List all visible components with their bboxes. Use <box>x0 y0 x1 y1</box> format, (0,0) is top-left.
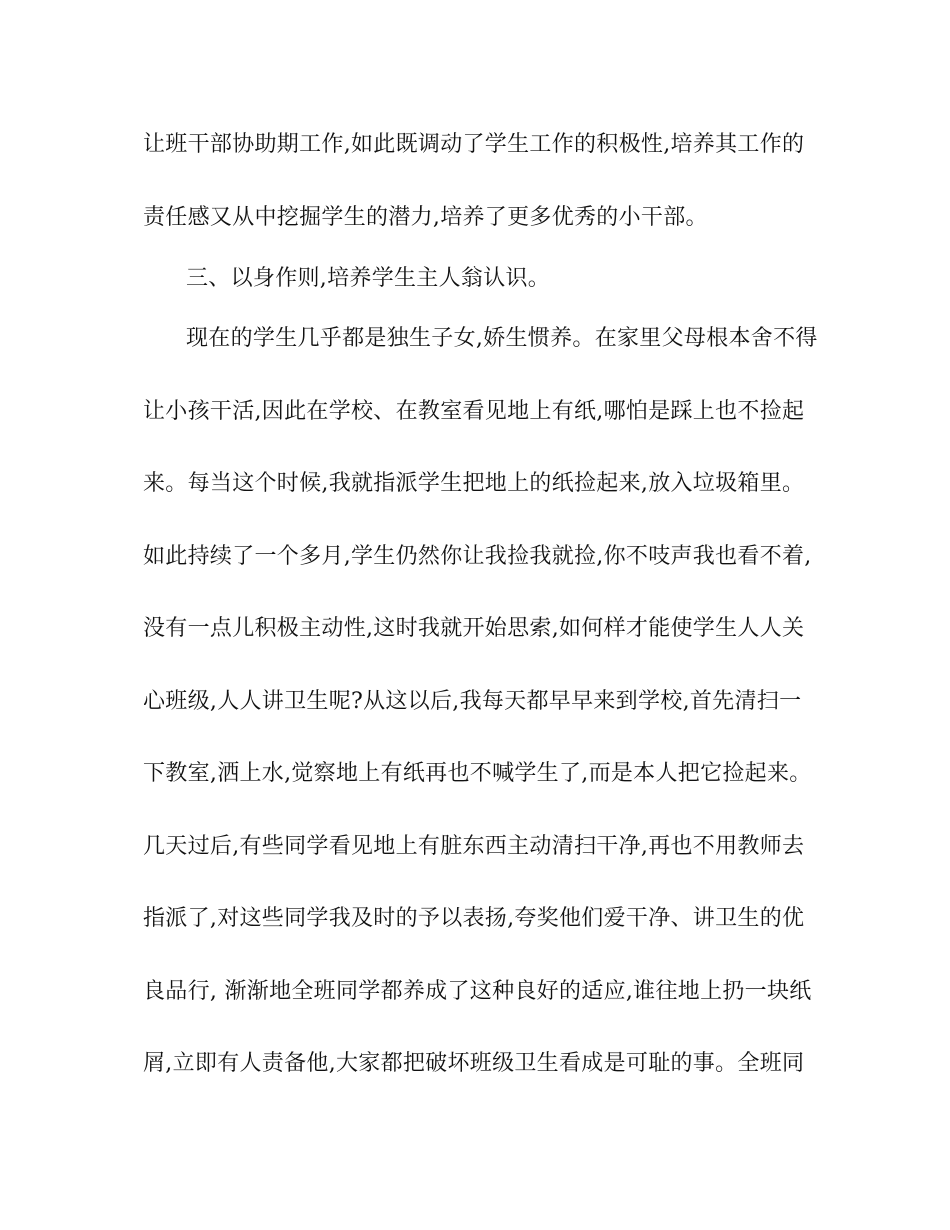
text-line: 屑,立即有人责备他,大家都把破坏班级卫生看成是可耻的事。全班同 <box>143 1051 805 1076</box>
text-line: 下教室,洒上水,觉察地上有纸再也不喊学生了,而是本人把它捡起来。 <box>143 761 812 786</box>
text-line: 如此持续了一个多月,学生仍然你让我捡我就捡,你不吱声我也看不着, <box>143 544 812 569</box>
text-line: 来。每当这个时候,我就指派学生把地上的纸捡起来,放入垃圾箱里。 <box>143 471 805 496</box>
text-line: 心班级,人人讲卫生呢?从这以后,我每天都早早来到学校,首先清扫一 <box>143 689 802 714</box>
paragraph-first-line: 现在的学生几乎都是独生子女,娇生惯养。在家里父母根本舍不得 <box>186 326 818 351</box>
text-line: 让小孩干活,因此在学校、在教室看见地上有纸,哪怕是踩上也不捡起 <box>143 399 805 424</box>
text-line: 良品行, 渐渐地全班同学都养成了这种良好的适应,谁往地上扔一块纸 <box>143 979 812 1004</box>
text-line: 让班干部协助期工作,如此既调动了学生工作的积极性,培养其工作的 <box>143 132 805 157</box>
section-heading: 三、以身作则,培养学生主人翁认识。 <box>186 266 551 291</box>
text-line: 责任感又从中挖掘学生的潜力,培养了更多优秀的小干部。 <box>143 205 708 230</box>
text-line: 指派了,对这些同学我及时的予以表扬,夸奖他们爱干净、讲卫生的优 <box>143 906 805 931</box>
text-line: 没有一点儿积极主动性,这时我就开始思索,如何样才能使学生人人关 <box>143 616 805 641</box>
text-line: 几天过后,有些同学看见地上有脏东西主动清扫干净,再也不用教师去 <box>143 834 805 859</box>
